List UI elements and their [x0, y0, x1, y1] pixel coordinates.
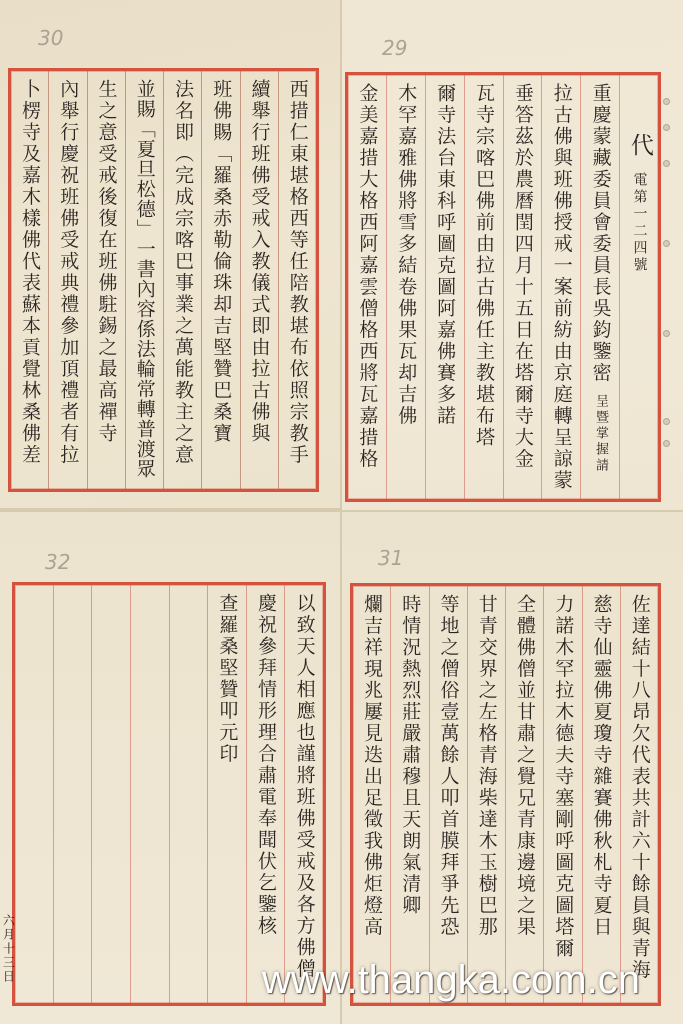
page-sheet-bottom-left — [0, 512, 340, 1024]
binding-hole — [663, 98, 670, 105]
column-text: 金美嘉措大格西阿嘉雲僧格西將瓦嘉措格 — [356, 83, 379, 470]
text-column — [353, 586, 390, 1003]
blank-column — [53, 585, 92, 1003]
text-column — [284, 585, 323, 1003]
signature-column — [207, 585, 246, 1003]
addressee-column — [580, 75, 619, 499]
page-number: 29 — [382, 36, 408, 60]
binding-hole — [663, 418, 670, 425]
column-text: 佐達結十八昂欠代表共計六十餘員與青海 — [628, 594, 651, 981]
date-note: 六月十三日 — [1, 914, 16, 984]
column-text: 爾寺法台東科呼圖克圖阿嘉佛賽多諾 — [434, 83, 457, 427]
column-text: 以致天人相應也謹將班佛受戒及各方佛僧 — [293, 593, 316, 980]
column-text: 木罕嘉雅佛將雪多結卷佛果瓦却吉佛 — [395, 83, 418, 427]
column-text: 慶祝參拜情形理合肅電奉聞伏乞鑒核 — [254, 593, 277, 937]
binding-hole — [663, 330, 670, 337]
binding-hole — [663, 240, 670, 247]
document-type: 代 — [626, 133, 653, 156]
text-column — [386, 75, 425, 499]
ruled-frame — [345, 72, 661, 502]
column-text: 時情況熱烈莊嚴肅穆且天朗氣清卿 — [399, 594, 422, 917]
binding-hole — [663, 124, 670, 131]
text-column — [429, 586, 467, 1003]
column-text: 續舉行班佛受戒入教儀式即由拉古佛與 — [248, 79, 271, 445]
binding-hole — [663, 440, 670, 447]
page-sheet-top-left — [0, 0, 340, 508]
text-column — [201, 71, 239, 489]
watermark: www.thangka.com.cn — [262, 958, 640, 1002]
text-column — [503, 75, 542, 499]
column-text: 瓦寺宗喀巴佛前由拉古佛任主教堪布塔 — [472, 83, 495, 449]
column-text: 甘青交界之左格青海柴達木玉樹巴那 — [475, 594, 498, 938]
text-column — [348, 75, 386, 499]
page-sheet-bottom-right — [342, 512, 683, 1024]
page-sheet-top-right — [342, 0, 683, 510]
column-text: 內舉行慶祝班佛受戒典禮參加頂禮者有拉 — [57, 79, 80, 466]
page-number: 30 — [38, 26, 64, 50]
column-text: 法名即（完成宗喀巴事業之萬能教主之意 — [172, 79, 195, 466]
text-column — [543, 586, 581, 1003]
text-column — [48, 71, 86, 489]
blank-column — [15, 585, 53, 1003]
text-column — [87, 71, 125, 489]
text-column — [163, 71, 201, 489]
page-number: 31 — [378, 546, 404, 570]
text-column — [240, 71, 278, 489]
text-column — [11, 71, 48, 489]
column-text: 爛吉祥現兆屢見迭出足徵我佛炬燈高 — [361, 594, 384, 938]
column-text: 卜楞寺及嘉木樣佛代表蘇本貢覺林桑佛差 — [19, 79, 42, 466]
document-number: 電第一二四號 — [631, 172, 648, 274]
blank-column — [130, 585, 169, 1003]
ruled-frame — [8, 68, 319, 492]
text-column — [278, 71, 316, 489]
text-column — [390, 586, 428, 1003]
text-column — [505, 586, 543, 1003]
text-column — [246, 585, 285, 1003]
addressee-note: 呈暨掌握請 — [592, 394, 608, 474]
text-column — [541, 75, 580, 499]
column-text: 查羅桑堅贊叩元印 — [216, 593, 239, 765]
column-text: 垂答茲於農曆閏四月十五日在塔爾寺大金 — [511, 83, 534, 470]
column-text: 生之意受戒後復在班佛駐錫之最高禪寺 — [95, 79, 118, 445]
column-text: 班佛賜「羅桑赤勒倫珠却吉堅贊巴桑寶 — [210, 79, 233, 445]
text-column — [620, 586, 658, 1003]
column-text: 西措仁東堪格西等任陪教堪布依照宗教手 — [286, 79, 309, 466]
text-column — [425, 75, 464, 499]
column-text: 力諾木罕拉木德夫寺塞剛呼圖克圖塔爾 — [552, 594, 575, 960]
blank-column — [91, 585, 130, 1003]
column-text: 全體佛僧並甘肅之覺兄青康邊境之果 — [514, 594, 537, 938]
addressee: 重慶蒙藏委員會委員長吳鈞鑒密 — [589, 83, 612, 384]
column-text: 慈寺仙靈佛夏瓊寺雜賽佛秋札寺夏日 — [590, 594, 613, 938]
page-number: 32 — [45, 550, 71, 574]
ruled-frame — [350, 583, 661, 1006]
column-text: 等地之僧俗壹萬餘人叩首膜拜爭先恐 — [437, 594, 460, 938]
blank-column — [169, 585, 208, 1003]
text-column — [125, 71, 163, 489]
column-text: 並賜「夏旦松德」一書內容係法輪常轉普渡眾 — [133, 79, 156, 479]
ruled-frame — [12, 582, 326, 1006]
heading-column — [619, 75, 658, 499]
text-column — [464, 75, 503, 499]
column-text: 拉古佛與班佛授戒一案前紡由京庭轉呈諒蒙 — [550, 83, 573, 492]
text-column — [582, 586, 620, 1003]
text-column — [467, 586, 505, 1003]
binding-hole — [663, 160, 670, 167]
